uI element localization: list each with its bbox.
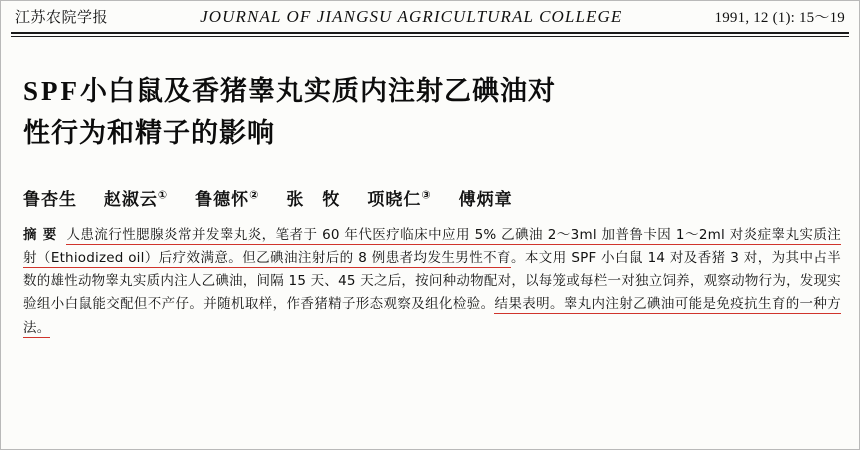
abstract-highlight-1: 人患流行性腮腺炎常并发睾丸炎，笔者于 60 年代医疗临床中应用 5% 乙碘油 2～3ml 加普鲁卡因 1～2ml 对炎症睾丸实质注射（Ethiodized oil）后疗效满意。但乙碘油注射后的 8 例患者均发生男性不育 [23, 226, 841, 266]
header-divider [11, 32, 849, 37]
author-4-name: 张 牧 [286, 189, 341, 210]
title-line-2: 性行为和精子的影响 [23, 117, 275, 149]
title-line-1-cn: 小白鼠及香猪睾丸实质内注射乙碘油对 [80, 76, 557, 107]
title-roman-prefix: SPF [23, 76, 81, 106]
abstract-body: 。本文用 SPF 小白鼠 14 对及香猪 3 对，为其中占半数的雄性动物睾丸实质内注人乙碘油，间隔 15 天、45 天之后，按问种动物配对，以每笼或每栏一对独立饲养，观察动物行为，发现实验组小白鼠能交配但不产仔。并随机取样，作香猪精子形态观察及组化检验。 [23, 249, 841, 313]
author-6 [459, 190, 513, 210]
author-3 [195, 190, 259, 210]
title-line-1 [23, 71, 835, 113]
running-head [1, 1, 859, 29]
abstract-block [1, 224, 859, 340]
citation-line: 1991, 12 (1): 15～19 [714, 10, 845, 26]
author-4 [286, 190, 340, 210]
author-3-affiliation-marker: ② [249, 188, 260, 202]
author-2-name: 赵淑云 [103, 189, 158, 210]
journal-name-cn: 江苏农院学报 [15, 8, 109, 26]
author-3-name: 鲁德怀 [195, 189, 250, 210]
author-6-name: 傅炳章 [458, 189, 513, 210]
author-5 [367, 190, 431, 210]
abstract-label: 摘要 [23, 226, 63, 243]
author-1-name: 鲁杏生 [23, 189, 77, 210]
author-5-affiliation-marker: ③ [421, 188, 432, 202]
author-list [1, 185, 859, 210]
author-5-name: 项晓仁 [367, 189, 422, 210]
author-2 [104, 190, 168, 210]
page-title [1, 71, 859, 155]
journal-name-en: JOURNAL OF JIANGSU AGRICULTURAL COLLEGE [200, 7, 623, 26]
abstract-highlight-2: 结果表明。睾丸内注射乙碘油可能是免疫抗生育的一种方法。 [23, 296, 841, 336]
author-1 [23, 190, 77, 210]
author-2-affiliation-marker: ① [157, 188, 169, 202]
